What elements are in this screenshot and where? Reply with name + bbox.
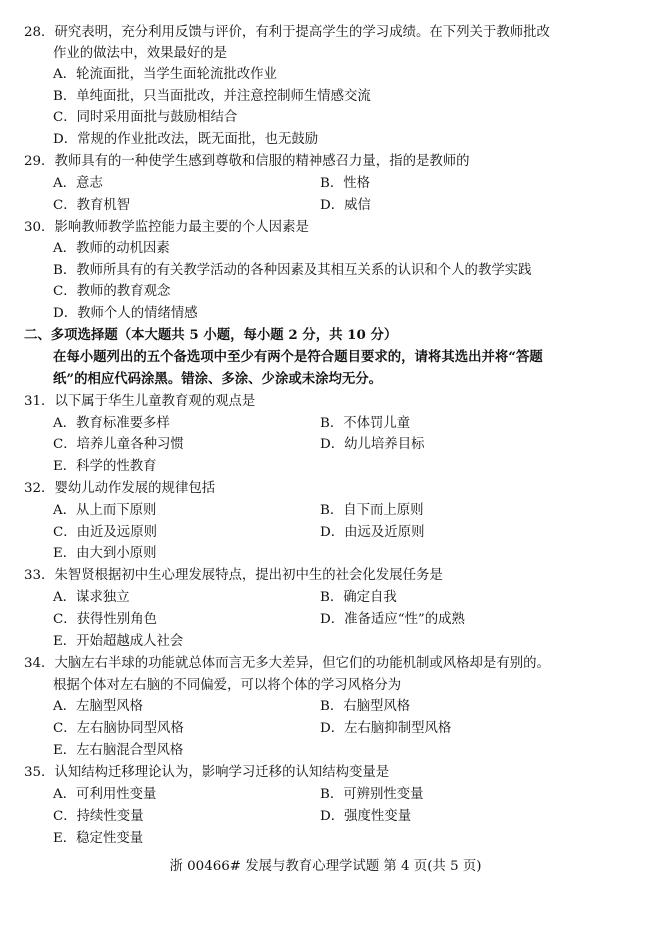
question-32-stem (24, 480, 215, 498)
question-28-option-a: A．轮流面批，当学生面轮流批改作业 (53, 67, 277, 82)
question-text: 以下属于华生儿童教育观的观点是 (54, 394, 256, 409)
question-32-option-c: C．由近及远原则 (53, 525, 157, 540)
question-28-option-b: B．单纯面批，只当面批改，并注意控制师生情感交流 (53, 89, 371, 104)
question-32-option-b: B．自下而上原则 (320, 503, 424, 518)
question-30-option-a: A．教师的动机因素 (53, 241, 170, 256)
question-34-stem (24, 655, 550, 673)
question-35-option-b: B．可辨别性变量 (320, 787, 424, 802)
section-2-instructions-cont: 纸”的相应代码涂黑。错涂、多涂、少涂或未涂均无分。 (53, 371, 383, 387)
question-32-option-e: E．由大到小原则 (53, 546, 157, 561)
question-30-option-d: D．教师个人的情绪情感 (53, 306, 198, 321)
question-31-option-a: A．教育标准要多样 (53, 416, 170, 431)
question-33-option-a: A．谋求独立 (53, 590, 130, 605)
question-33-option-c: C．获得性别角色 (53, 612, 157, 627)
question-28-option-d: D．常规的作业批改法，既无面批，也无鼓励 (53, 132, 319, 147)
question-28-option-c: C．同时采用面批与鼓励相结合 (53, 110, 238, 125)
question-34-option-e: E．左右脑混合型风格 (53, 743, 184, 758)
question-34-option-c: C．左右脑协同型风格 (53, 721, 184, 736)
question-text: 认知结构迁移理论认为，影响学习迁移的认知结构变量是 (54, 765, 390, 780)
question-29-option-c: C．教育机智 (53, 198, 131, 213)
question-29-stem (24, 153, 470, 171)
question-28-stem-cont: 作业的做法中，效果最好的是 (53, 46, 228, 61)
page-footer: 浙 00466# 发展与教育心理学试题 第 4 页(共 5 页) (169, 859, 482, 874)
question-35-option-c: C．持续性变量 (53, 809, 144, 824)
question-text: 大脑左右半球的功能就总体而言无多大差异，但它们的功能机制或风格却是有别的。 (54, 656, 550, 671)
question-29-option-a: A．意志 (53, 176, 103, 191)
section-2-instructions: 在每小题列出的五个备选项中至少有两个是符合题目要求的，请将其选出并将“答题 (53, 349, 543, 365)
question-text: 婴幼儿动作发展的规律包括 (54, 481, 216, 496)
question-number: 34． (24, 656, 55, 671)
question-30-option-b: B．教师所具有的有关教学活动的各种因素及其相互关系的认识和个人的教学实践 (53, 263, 532, 278)
question-number: 30． (24, 220, 55, 235)
question-number: 31． (24, 394, 55, 409)
question-31-stem (24, 393, 255, 411)
question-34-stem-cont: 根据个体对左右脑的不同偏爱，可以将个体的学习风格分为 (53, 678, 402, 693)
question-number: 35． (24, 765, 55, 780)
question-32-option-d: D．由远及近原则 (320, 525, 425, 540)
question-text: 研究表明，充分利用反馈与评价，有利于提高学生的学习成绩。在下列关于教师批改 (54, 25, 550, 40)
question-34-option-d: D．左右脑抑制型风格 (320, 721, 452, 736)
question-33-option-d: D．准备适应“性”的成熟 (320, 612, 465, 627)
question-29-option-b: B．性格 (320, 176, 371, 191)
question-29-option-d: D．威信 (320, 198, 371, 213)
question-33-stem (24, 567, 443, 585)
question-33-option-b: B．确定自我 (320, 590, 397, 605)
question-31-option-c: C．培养儿童各种习惯 (53, 437, 184, 452)
question-text: 朱智贤根据初中生心理发展特点，提出初中生的社会化发展任务是 (54, 568, 443, 583)
question-number: 33． (24, 568, 55, 583)
question-text: 教师具有的一种使学生感到尊敬和信服的精神感召力量，指的是教师的 (54, 154, 470, 169)
question-35-option-a: A．可利用性变量 (53, 787, 157, 802)
question-31-option-e: E．科学的性教育 (53, 459, 157, 474)
question-28-stem (24, 24, 550, 42)
question-31-option-d: D．幼儿培养目标 (320, 437, 425, 452)
question-number: 29． (24, 154, 55, 169)
question-35-option-e: E．稳定性变量 (53, 831, 144, 846)
question-31-option-b: B．不体罚儿童 (320, 416, 411, 431)
question-33-option-e: E．开始超越成人社会 (53, 634, 184, 649)
question-32-option-a: A．从上而下原则 (53, 503, 157, 518)
question-number: 32． (24, 481, 55, 496)
question-number: 28． (24, 25, 55, 40)
question-35-option-d: D．强度性变量 (320, 809, 412, 824)
question-35-stem (24, 764, 389, 782)
question-30-option-c: C．教师的教育观念 (53, 284, 171, 299)
question-34-option-b: B．右脑型风格 (320, 699, 411, 714)
question-30-stem (24, 219, 309, 237)
question-text: 影响教师教学监控能力最主要的个人因素是 (54, 220, 309, 235)
section-2-title: 二、多项选择题（本大题共 5 小题，每小题 2 分，共 10 分） (24, 327, 398, 343)
question-34-option-a: A．左脑型风格 (53, 699, 144, 714)
